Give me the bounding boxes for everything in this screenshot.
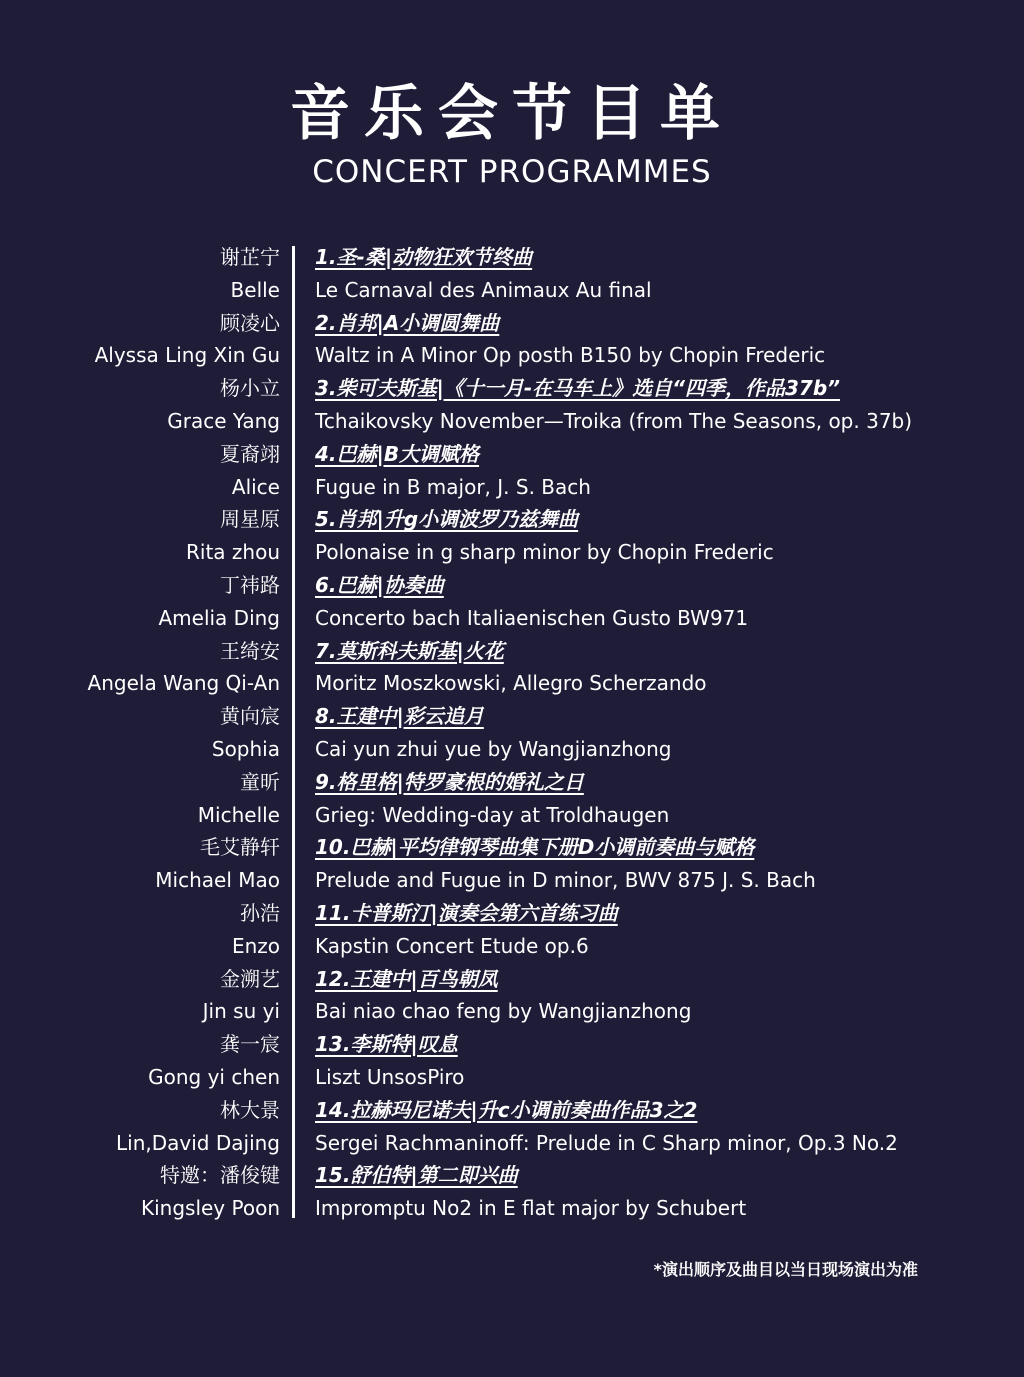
piece-title-english: Impromptu No2 in E flat major by Schubert (315, 1196, 747, 1221)
performer-name: 毛艾静轩 (200, 835, 280, 860)
performer-name: Alyssa Ling Xin Gu (94, 343, 280, 368)
program-row-english (0, 274, 1024, 307)
piece-title-chinese: 1.圣-桑|动物狂欢节终曲 (315, 245, 533, 269)
program-row-english (0, 405, 1024, 438)
program-row-english (0, 799, 1024, 832)
program-row-english (0, 1127, 1024, 1160)
performer-name: 龚一宸 (220, 1032, 280, 1057)
piece-title-chinese: 6.巴赫|协奏曲 (315, 572, 444, 597)
performer-name: Gong yi chen (148, 1064, 280, 1089)
program-list (0, 241, 1024, 1225)
piece-title-chinese: 4.巴赫|B大调赋格 (315, 441, 480, 466)
program-row-chinese (0, 897, 1024, 930)
performer-name: Michael Mao (155, 868, 280, 893)
program-row-chinese (0, 1159, 1024, 1192)
performer-name: 金溯艺 (220, 966, 280, 991)
performer-name: Jin su yi (202, 999, 280, 1024)
performer-name: Lin,David Dajing (116, 1130, 280, 1155)
piece-title-english: Moritz Moszkowski, Allegro Scherzando (315, 671, 707, 696)
piece-title-chinese: 9.格里格|特罗豪根的婚礼之日 (315, 769, 584, 794)
piece-title-chinese: 13.李斯特|叹息 (315, 1032, 458, 1057)
performer-name: Alice (231, 474, 280, 499)
piece-title-chinese: 15.舒伯特|第二即兴曲 (315, 1163, 518, 1188)
program-row-english (0, 864, 1024, 897)
piece-title-english: Tchaikovsky November—Troika (from The Seasons, op. 37b) (315, 408, 913, 433)
performer-name: Sophia (211, 736, 280, 761)
performer-name: Rita zhou (186, 540, 280, 565)
program-row-chinese (0, 1094, 1024, 1127)
page-title-chinese: 音乐会节目单 (290, 79, 734, 149)
performer-name: 丁祎路 (220, 572, 280, 597)
program-row-english (0, 536, 1024, 569)
piece-title-chinese: 11.卡普斯汀|演奏会第六首练习曲 (315, 900, 618, 925)
program-row-chinese (0, 700, 1024, 733)
program-row-english (0, 995, 1024, 1028)
program-row-chinese (0, 307, 1024, 340)
piece-title-english: Polonaise in g sharp minor by Chopin Frederic (315, 540, 774, 565)
performer-name: 黄向宸 (220, 704, 280, 729)
piece-title-english: Waltz in A Minor Op posth B150 by Chopin Frederic (315, 343, 826, 368)
performer-name: 周星原 (220, 507, 280, 532)
program-row-english (0, 930, 1024, 963)
piece-title-english: Cai yun zhui yue by Wangjianzhong (315, 736, 672, 761)
performer-name: Enzo (231, 933, 280, 958)
performer-name: Michelle (197, 802, 280, 827)
program-row-chinese (0, 1028, 1024, 1061)
page-title-english: CONCERT PROGRAMMES (312, 154, 712, 190)
performer-name: Grace Yang (167, 408, 280, 433)
program-row-chinese (0, 766, 1024, 799)
piece-title-english: Kapstin Concert Etude op.6 (315, 933, 589, 958)
program-row-chinese (0, 831, 1024, 864)
performer-name: 顾凌心 (220, 310, 280, 335)
performer-name: Kingsley Poon (140, 1196, 280, 1221)
program-row-chinese (0, 241, 1024, 274)
piece-title-chinese: 7.莫斯科夫斯基|火花 (315, 638, 504, 663)
piece-title-english: Fugue in B major, J. S. Bach (315, 474, 591, 499)
piece-title-chinese: 2.肖邦|A小调圆舞曲 (315, 310, 500, 335)
program-row-chinese (0, 963, 1024, 996)
piece-title-chinese: 5.肖邦|升g小调波罗乃兹舞曲 (315, 507, 579, 532)
program-row-english (0, 339, 1024, 372)
performer-name: Angela Wang Qi-An (87, 671, 280, 696)
piece-title-english: Liszt UnsosPiro (315, 1064, 465, 1089)
performer-name: 童昕 (240, 769, 280, 794)
piece-title-english: Concerto bach Italiaenischen Gusto BW971 (315, 605, 749, 630)
performer-name: 孙浩 (240, 900, 280, 925)
footnote: *演出顺序及曲目以当日现场演出为准 (653, 1260, 918, 1279)
piece-title-chinese: 14.拉赫玛尼诺夫|升c小调前奏曲作品3之2 (315, 1097, 698, 1122)
performer-name: 特邀：潘俊键 (160, 1163, 280, 1188)
piece-title-english: Bai niao chao feng by Wangjianzhong (315, 999, 692, 1024)
piece-title-english: Prelude and Fugue in D minor, BWV 875 J. S. Bach (315, 868, 816, 893)
piece-title-chinese: 12.王建中|百鸟朝凤 (315, 966, 498, 991)
performer-name: 王绮安 (220, 638, 280, 663)
program-row-chinese (0, 438, 1024, 471)
program-row-english (0, 1061, 1024, 1094)
program-row-chinese (0, 635, 1024, 668)
performer-name: Amelia Ding (158, 605, 280, 630)
program-row-english (0, 471, 1024, 504)
performer-name: 林大景 (220, 1097, 280, 1122)
program-row-english (0, 1192, 1024, 1225)
piece-title-chinese: 3.柴可夫斯基|《十一月-在马车上》选自“四季，作品37b” (315, 376, 841, 401)
performer-name: Belle (230, 277, 280, 302)
program-row-english (0, 733, 1024, 766)
performer-name: 夏裔翊 (220, 441, 280, 466)
piece-title-english: Grieg: Wedding-day at Troldhaugen (315, 802, 670, 827)
program-row-chinese (0, 372, 1024, 405)
program-row-english (0, 602, 1024, 635)
piece-title-english: Sergei Rachmaninoff: Prelude in C Sharp minor, Op.3 No.2 (315, 1130, 898, 1155)
program-row-english (0, 667, 1024, 700)
piece-title-chinese: 8.王建中|彩云追月 (315, 704, 484, 729)
program-row-chinese (0, 503, 1024, 536)
piece-title-english: Le Carnaval des Animaux Au final (315, 277, 652, 302)
piece-title-chinese: 10.巴赫|平均律钢琴曲集下册D小调前奏曲与赋格 (315, 835, 755, 860)
performer-name: 谢芷宁 (220, 245, 280, 269)
performer-name: 杨小立 (220, 376, 280, 401)
program-row-chinese (0, 569, 1024, 602)
